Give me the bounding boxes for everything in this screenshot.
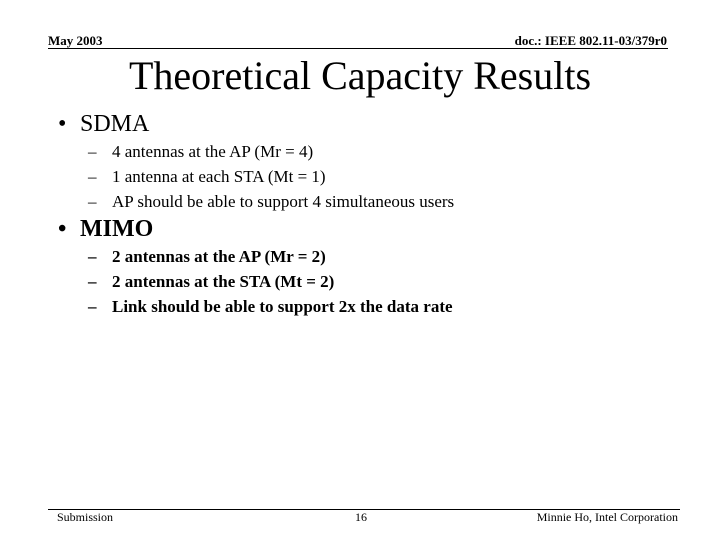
header-doc-id: doc.: IEEE 802.11-03/379r0 <box>514 33 667 48</box>
bullet-heading-sdma: SDMA <box>80 111 150 137</box>
bullet-dot: • <box>58 111 67 137</box>
sub-bullet-dash: – <box>88 167 97 186</box>
bullet-mimo <box>58 215 153 243</box>
bullet-dot: • <box>58 216 67 242</box>
bullet-heading-mimo: MIMO <box>80 216 154 242</box>
sub-bullet <box>88 166 326 188</box>
sub-bullet-dash: – <box>88 142 97 161</box>
sub-bullet <box>88 191 454 213</box>
footer-author: Minnie Ho, Intel Corporation <box>536 510 678 524</box>
sub-bullet-dash: – <box>88 297 97 316</box>
sub-bullet <box>88 296 453 318</box>
sub-bullet <box>88 141 313 163</box>
footer-page-number: 16 <box>355 510 367 524</box>
sub-bullet-text: 4 antennas at the AP (Mr = 4) <box>112 142 314 161</box>
slide-title: Theoretical Capacity Results <box>128 53 592 98</box>
header-date: May 2003 <box>48 33 103 48</box>
sub-bullet-text: 2 antennas at the AP (Mr = 2) <box>112 247 326 266</box>
sub-bullet-dash: – <box>88 247 97 266</box>
sub-bullet <box>88 246 326 268</box>
bullet-sdma <box>58 110 149 138</box>
sub-bullet-dash: – <box>88 272 97 291</box>
footer-submission: Submission <box>57 510 114 524</box>
sub-bullet <box>88 271 334 293</box>
sub-bullet-text: AP should be able to support 4 simultaneous users <box>112 192 455 211</box>
sub-bullet-dash: – <box>88 192 97 211</box>
sub-bullet-text: Link should be able to support 2x the data rate <box>112 297 453 316</box>
sub-bullet-text: 2 antennas at the STA (Mt = 2) <box>112 272 335 291</box>
sub-bullet-text: 1 antenna at each STA (Mt = 1) <box>112 167 326 186</box>
